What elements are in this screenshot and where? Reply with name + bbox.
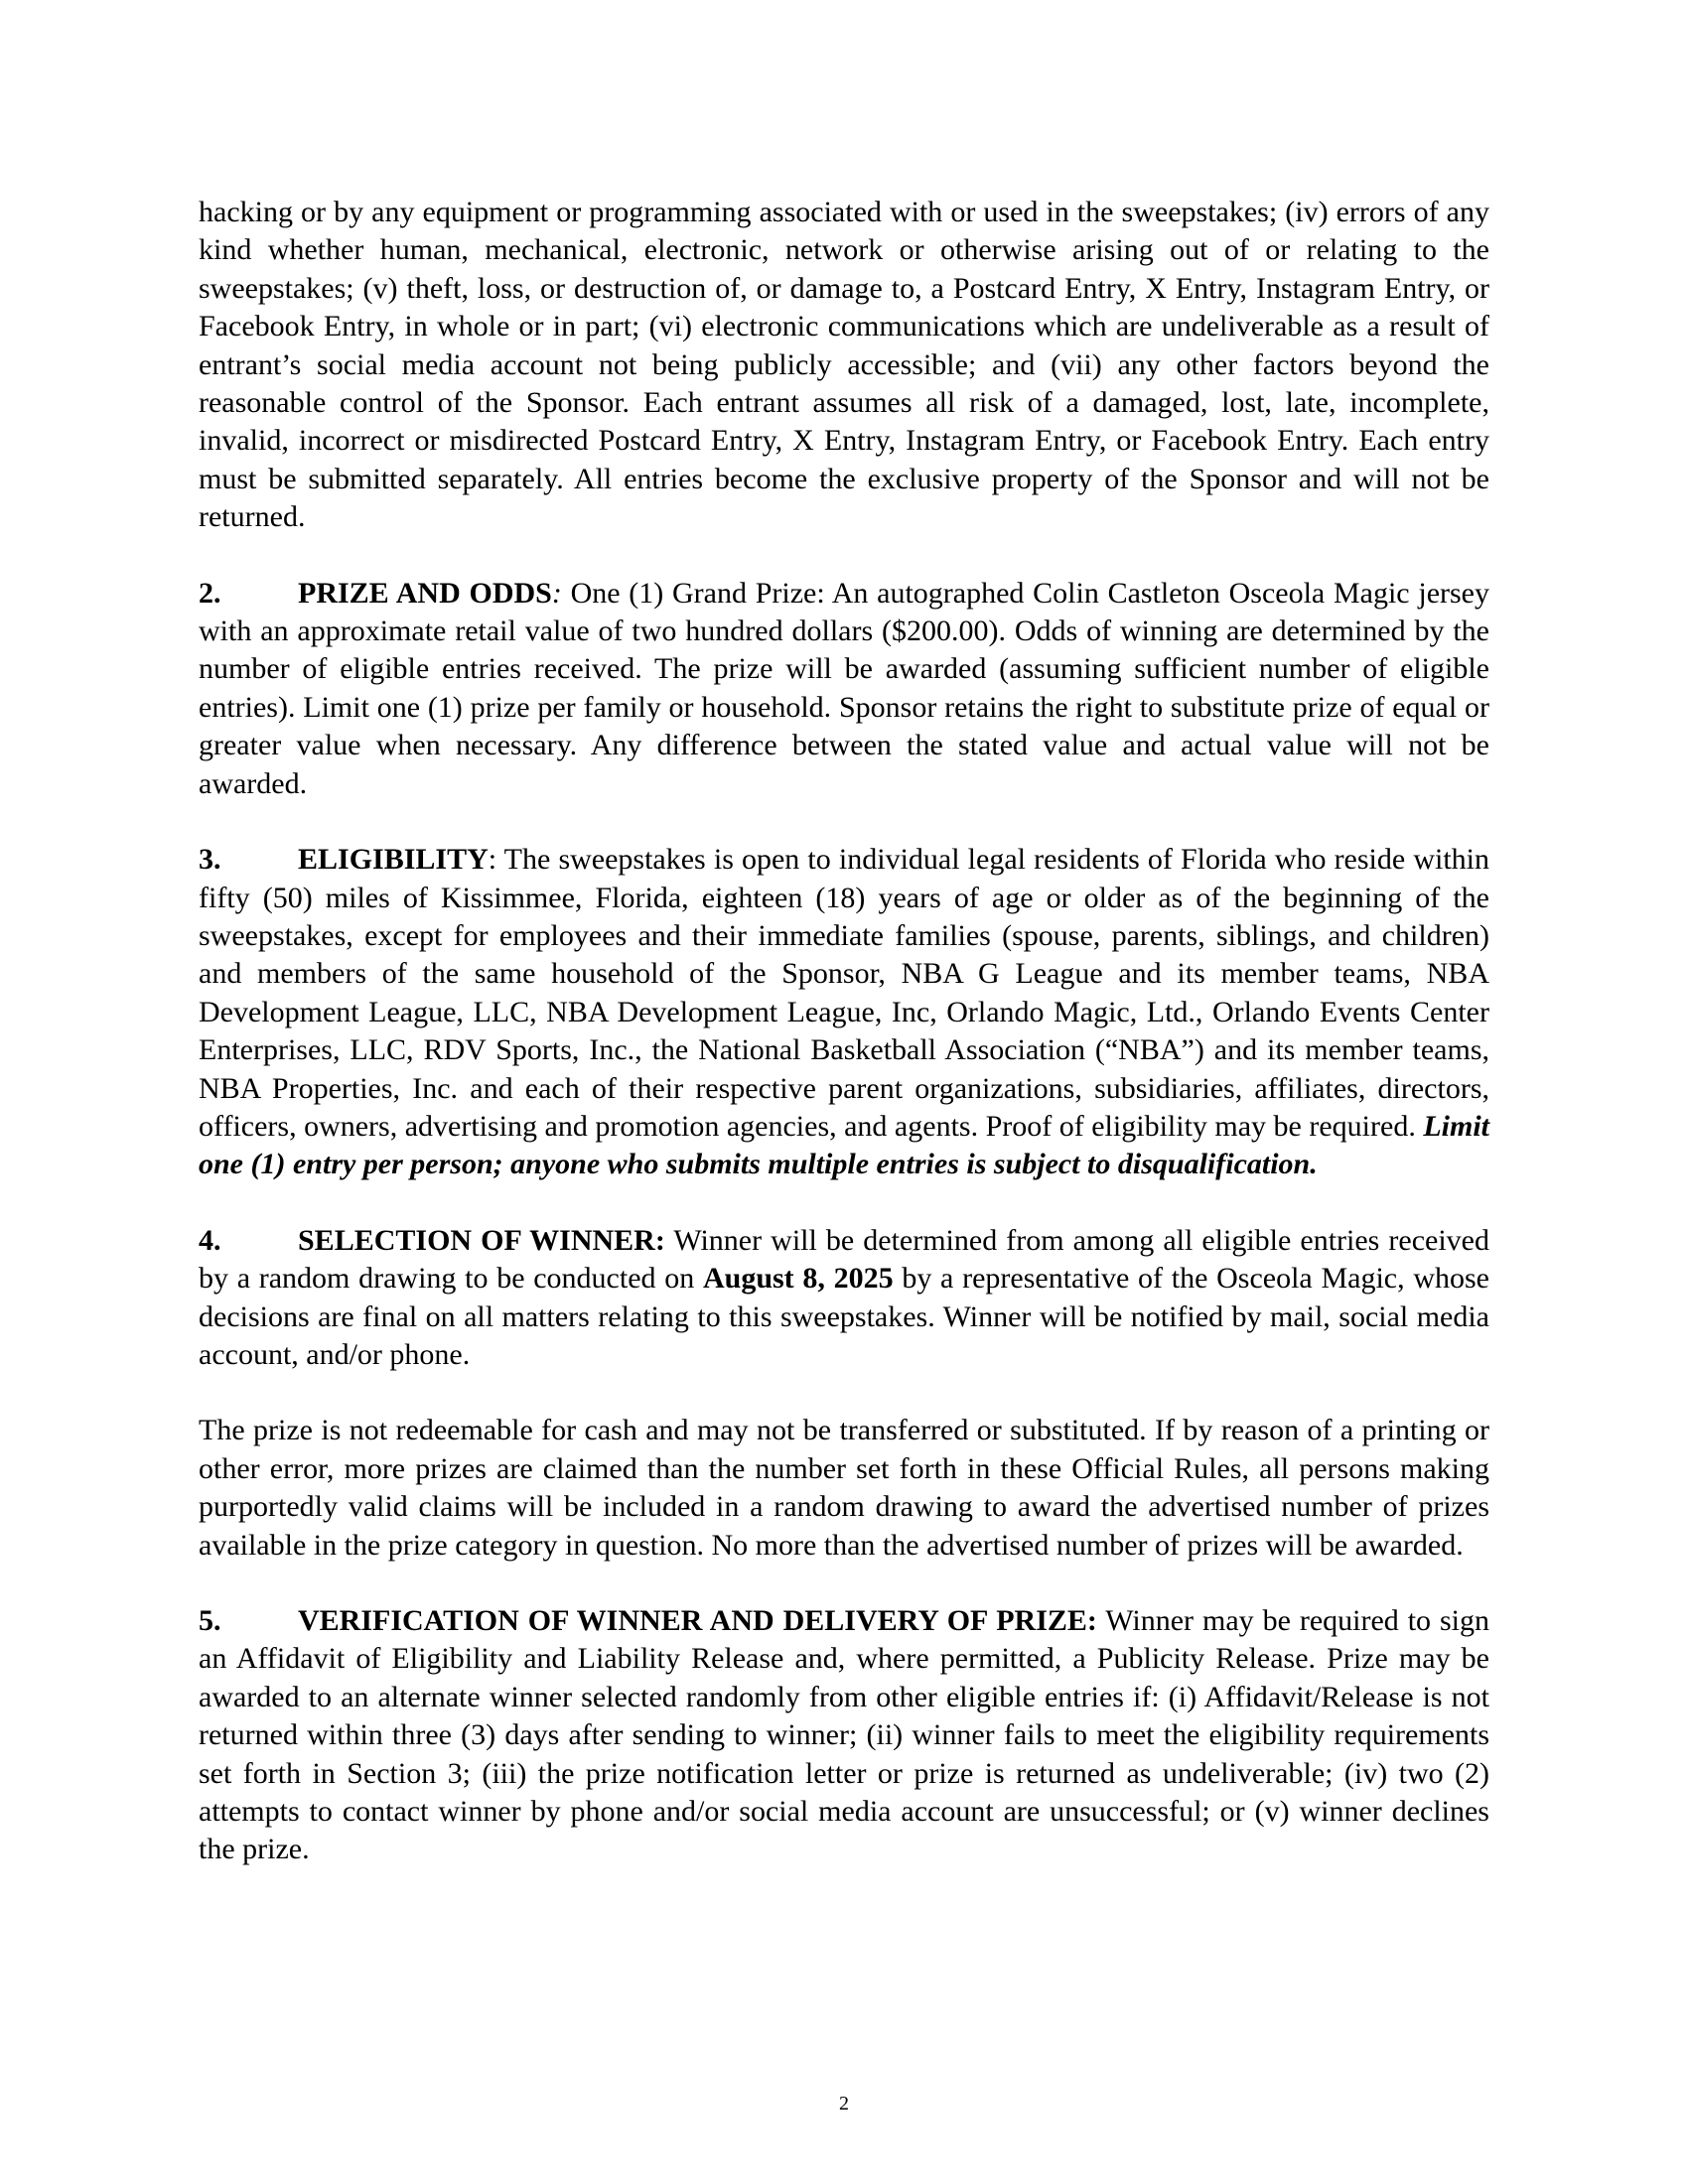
section-number: 4. [199, 1223, 221, 1257]
section-verification [199, 1602, 1489, 1869]
section-body: The sweepstakes is open to individual legal residents of Florida who reside within fifty (50) miles of Kissimmee, Florida, eighteen (18) years of age or older as of the beginning of the sweepstakes, except for employees and their immediate families (spouse, parents, siblings, and children) and members of the same household of the Sponsor, NBA G League and its member teams, NBA Development League, LLC, NBA Development League, Inc, Orlando Magic, Ltd., Orlando Events Center Enterprises, LLC, RDV Sports, Inc., the National Basketball Association (“NBA”) and its member teams, NBA Properties, Inc. and each of their respective parent organizations, subsidiaries, affiliates, directors, officers, owners, advertising and promotion agencies, and agents. Proof of eligibility may be required. [199, 843, 1489, 1143]
section-body-continued: by a representative of the Osceola Magic, whose decisions are final on all matters relating to this sweepstakes. Winner will be notified by mail, social media account, and/or phone. [199, 1262, 1489, 1371]
drawing-date: August 8, 2025 [702, 1262, 894, 1296]
section-number: 2. [199, 576, 221, 610]
section-eligibility [199, 841, 1489, 1184]
section-number: 3. [199, 843, 221, 877]
document-page [199, 194, 1489, 1907]
section-heading: VERIFICATION OF WINNER AND DELIVERY OF PRIZE: [298, 1604, 1097, 1637]
section-heading: ELIGIBILITY [298, 843, 489, 877]
section-selection-of-winner [199, 1222, 1489, 1375]
section-body: One (1) Grand Prize: An autographed Colin Castleton Osceola Magic jersey with an approximate retail value of two hundred dollars ($200.00). Odds of winning are determined by the number of eligible entries received. The prize will be awarded (assuming sufficient number of eligible entries). Limit one (1) prize per family or household. Sponsor retains the right to substitute prize of equal or greater value when necessary. Any difference between the stated value and actual value will not be awarded. [199, 576, 1489, 800]
section-prize-and-odds [199, 575, 1489, 803]
section-number: 5. [199, 1604, 221, 1637]
section-heading: PRIZE AND ODDS [298, 576, 552, 610]
page-number: 2 [839, 2093, 849, 2115]
prize-note-paragraph: The prize is not redeemable for cash and may not be transferred or substituted. If by reason of a printing or other error, more prizes are claimed than the number set forth in these Official Rules, all persons making purportedly valid claims will be included in a random drawing to award the advertised number of prizes available in the prize category in question. No more than the advertised number of prizes will be awarded. [199, 1414, 1489, 1562]
continuation-paragraph: hacking or by any equipment or programming associated with or used in the sweepstakes; (iv) errors of any kind whether human, mechanical, electronic, network or otherwise arising out of or relating to the sweepstakes; (v) theft, loss, or destruction of, or damage to, a Postcard Entry, X Entry, Instagram Entry, or Facebook Entry, in whole or in part; (vi) electronic communications which are undeliverable as a result of entrant’s social media account not being publicly accessible; and (vii) any other factors beyond the reasonable control of the Sponsor. Each entrant assumes all risk of a damaged, lost, late, incomplete, invalid, incorrect or misdirected Postcard Entry, X Entry, Instagram Entry, or Facebook Entry. Each entry must be submitted separately. All entries become the exclusive property of the Sponsor and will not be returned. [199, 196, 1489, 534]
section-body: Winner will be determined from among all eligible entries received by a random drawing to be conducted on [199, 1223, 1489, 1296]
section-heading: SELECTION OF WINNER: [298, 1223, 665, 1257]
heading-colon: : [488, 843, 497, 877]
heading-colon: : [551, 576, 562, 610]
section-body: Winner may be required to sign an Affidavit of Eligibility and Liability Release and, where permitted, a Publicity Release. Prize may be awarded to an alternate winner selected randomly from other eligible entries if: (i) Affidavit/Release is not returned within three (3) days after sending to winner; (ii) winner fails to meet the eligibility requirements set forth in Section 3; (iii) the prize notification letter or prize is returned as undeliverable; (iv) two (2) attempts to contact winner by phone and/or social media account are unsuccessful; or (v) winner declines the prize. [199, 1604, 1489, 1866]
entry-limit-notice: Limit one (1) entry per person; anyone who submits multiple entries is subject to disqualification. [199, 1109, 1489, 1181]
